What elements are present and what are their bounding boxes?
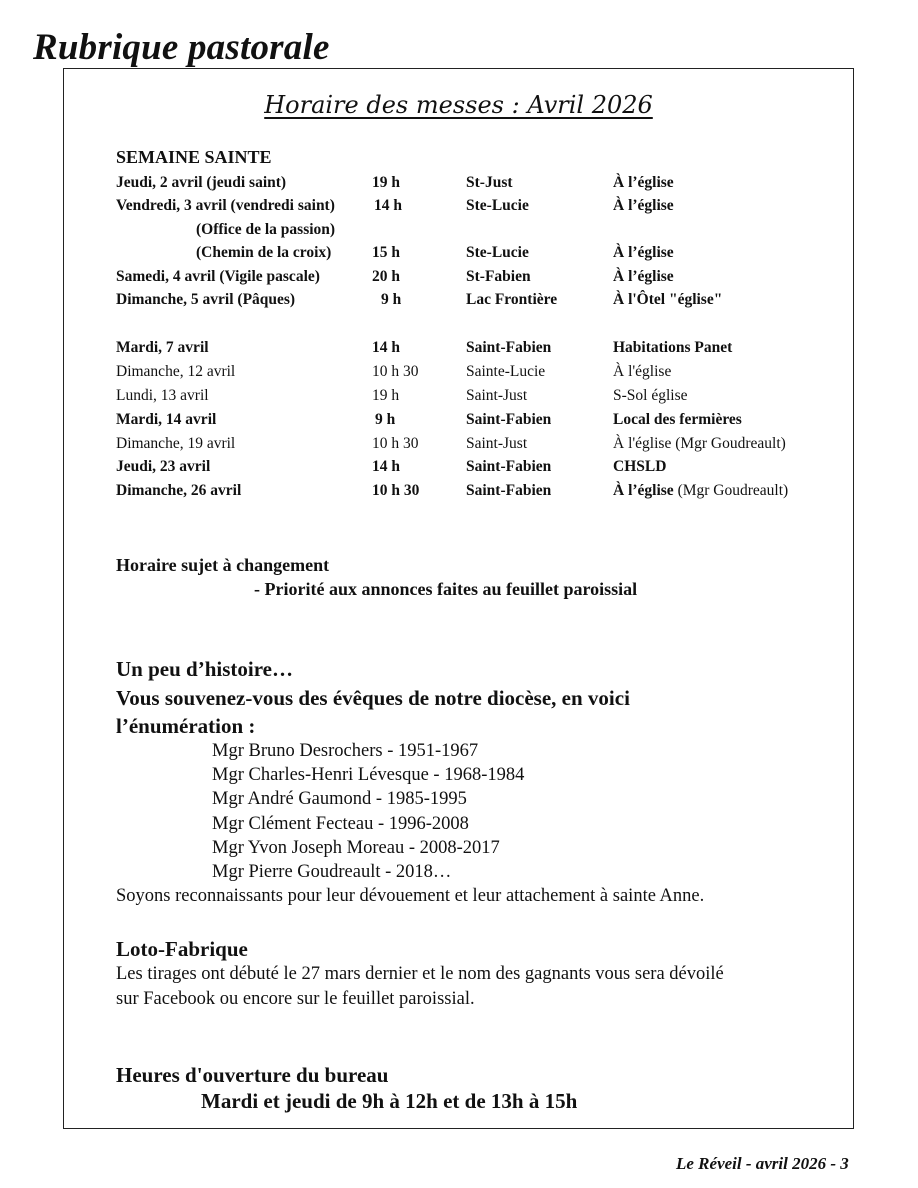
row-time: 9 h bbox=[381, 291, 402, 308]
office-hours-value: Mardi et jeudi de 9h à 12h et de 13h à 15h bbox=[201, 1089, 578, 1113]
row-date: Lundi, 13 avril bbox=[116, 387, 209, 404]
row-date: Dimanche, 12 avril bbox=[116, 363, 236, 380]
row-date: Vendredi, 3 avril (vendredi saint) bbox=[116, 197, 335, 214]
row-place: À l’église bbox=[613, 268, 674, 285]
row-parish: Ste-Lucie bbox=[466, 244, 529, 261]
row-date: Dimanche, 26 avril bbox=[116, 482, 242, 499]
page-footer: Le Réveil - avril 2026 - 3 bbox=[676, 1154, 849, 1173]
row-time: 9 h bbox=[375, 411, 396, 428]
row-time: 20 h bbox=[372, 268, 400, 285]
row-place: À l'église (Mgr Goudreault) bbox=[613, 435, 786, 452]
history-heading: Un peu d’histoire… bbox=[116, 657, 293, 681]
schedule-note: Horaire sujet à changement bbox=[116, 555, 330, 575]
row-parish: Saint-Fabien bbox=[466, 482, 552, 499]
row-time: 19 h bbox=[372, 387, 400, 404]
row-place: À l'église bbox=[613, 363, 672, 380]
history-intro-line1: Vous souvenez-vous des évêques de notre diocèse, en voici bbox=[116, 686, 630, 710]
row-time: 10 h 30 bbox=[372, 482, 420, 499]
row-time: 14 h bbox=[374, 197, 402, 214]
row-date: Dimanche, 19 avril bbox=[116, 435, 236, 452]
schedule-title bbox=[64, 87, 853, 122]
schedule-note-detail: - Priorité aux annonces faites au feuillet paroissial bbox=[254, 579, 638, 599]
row-date: Samedi, 4 avril (Vigile pascale) bbox=[116, 268, 320, 285]
row-time: 15 h bbox=[372, 244, 400, 261]
row-place: S-Sol église bbox=[613, 387, 688, 404]
office-hours-heading: Heures d'ouverture du bureau bbox=[116, 1063, 389, 1087]
bishop-item: Mgr Charles-Henri Lévesque - 1968-1984 bbox=[212, 765, 525, 785]
page-title: Rubrique pastorale bbox=[33, 27, 330, 68]
bishop-item: Mgr Bruno Desrochers - 1951-1967 bbox=[212, 741, 479, 761]
row-time: 10 h 30 bbox=[372, 435, 419, 452]
row-date: (Office de la passion) bbox=[196, 221, 336, 238]
row-place-extra: (Mgr Goudreault) bbox=[673, 482, 789, 499]
loto-heading: Loto-Fabrique bbox=[116, 937, 248, 961]
row-place: CHSLD bbox=[613, 458, 667, 475]
row-time: 10 h 30 bbox=[372, 363, 419, 380]
row-place: À l’église bbox=[613, 174, 674, 191]
row-place bbox=[613, 480, 788, 502]
row-place: À l'Ôtel "église" bbox=[613, 291, 723, 308]
row-date: (Chemin de la croix) bbox=[196, 244, 332, 261]
row-parish: Saint-Fabien bbox=[466, 411, 552, 428]
row-time: 19 h bbox=[372, 174, 400, 191]
history-closing: Soyons reconnaissants pour leur dévouement et leur attachement à sainte Anne. bbox=[116, 886, 705, 906]
row-parish: Saint-Just bbox=[466, 387, 528, 404]
row-place: À l’église bbox=[613, 197, 674, 214]
row-date: Dimanche, 5 avril (Pâques) bbox=[116, 291, 296, 308]
row-place: À l’église bbox=[613, 244, 674, 261]
row-parish: Saint-Fabien bbox=[466, 339, 552, 356]
bishop-item: Mgr Yvon Joseph Moreau - 2008-2017 bbox=[212, 838, 500, 858]
content-box bbox=[63, 68, 854, 1129]
loto-text-line1: Les tirages ont débuté le 27 mars dernier et le nom des gagnants vous sera dévoilé bbox=[116, 964, 724, 984]
bishop-item: Mgr Pierre Goudreault - 2018… bbox=[212, 862, 452, 882]
row-parish: St-Fabien bbox=[466, 268, 531, 285]
bishop-item: Mgr André Gaumond - 1985-1995 bbox=[212, 789, 467, 809]
row-place: Habitations Panet bbox=[613, 339, 733, 356]
row-parish: Saint-Just bbox=[466, 435, 528, 452]
row-date: Mardi, 7 avril bbox=[116, 339, 209, 356]
row-place-main: À l’église bbox=[613, 482, 674, 499]
row-date: Mardi, 14 avril bbox=[116, 411, 217, 428]
holy-week-heading: SEMAINE SAINTE bbox=[116, 147, 272, 167]
row-parish: St-Just bbox=[466, 174, 513, 191]
row-date: Jeudi, 2 avril (jeudi saint) bbox=[116, 174, 287, 191]
row-place: Local des fermières bbox=[613, 411, 742, 428]
bishop-item: Mgr Clément Fecteau - 1996-2008 bbox=[212, 814, 469, 834]
row-parish: Sainte-Lucie bbox=[466, 363, 546, 380]
row-parish: Lac Frontière bbox=[466, 291, 558, 308]
row-time: 14 h bbox=[372, 458, 400, 475]
row-time: 14 h bbox=[372, 339, 400, 356]
loto-text-line2: sur Facebook ou encore sur le feuillet paroissial. bbox=[116, 989, 475, 1009]
history-intro-line2: l’énumération : bbox=[116, 714, 256, 738]
row-parish: Saint-Fabien bbox=[466, 458, 552, 475]
row-date: Jeudi, 23 avril bbox=[116, 458, 211, 475]
row-parish: Ste-Lucie bbox=[466, 197, 529, 214]
schedule-title-text: Horaire des messes : Avril 2026 bbox=[264, 91, 653, 119]
